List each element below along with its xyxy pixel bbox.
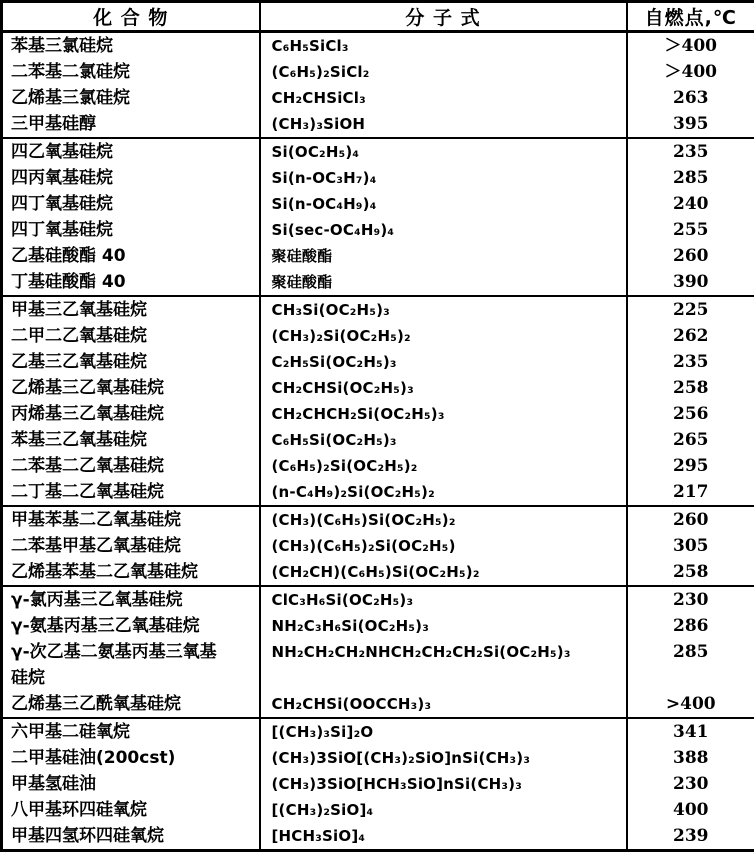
ignition-temp-cell: 260 (627, 243, 754, 269)
compound-name-cell: 甲基三乙氧基硅烷 (2, 296, 260, 323)
formula-cell: CH₂CHSi(OC₂H₅)₃ (260, 375, 627, 401)
compound-name-cell: 四丙氧基硅烷 (11, 168, 113, 188)
ignition-temp-cell: 239 (627, 823, 754, 851)
formula-cell: (CH₃)(C₆H₅)Si(OC₂H₅)₂ (260, 506, 627, 533)
formula-cell: Si(n-OC₄H₉)₄ (260, 191, 627, 217)
compound-name-cell: 丁基硅酸酯 40 (11, 272, 126, 292)
header-ignition-temp: 自燃点,℃ (627, 2, 754, 32)
formula-cell: (C₆H₅)₂Si(OC₂H₅)₂ (260, 453, 627, 479)
formula-cell: Si(sec-OC₄H₉)₄ (260, 217, 627, 243)
table-row (2, 217, 754, 243)
compound-name-cell: 三甲基硅醇 (11, 114, 96, 134)
ignition-temp-cell: 341 (627, 718, 754, 745)
compound-name-cell: γ-氯丙基三乙氧基硅烷 (2, 586, 260, 613)
table-row (2, 191, 754, 217)
formula-cell: Si(n-OC₃H₇)₄ (260, 165, 627, 191)
compound-name-cell: 甲基氢硅油 (11, 774, 96, 794)
ignition-temp-cell: ＞400 (627, 59, 754, 85)
table-row (2, 111, 754, 138)
compound-name-cell: 八甲基环四硅氧烷 (11, 800, 147, 820)
ignition-temp-cell: 390 (627, 269, 754, 296)
compound-name-cell: 乙烯基苯基二乙氧基硅烷 (11, 562, 198, 582)
formula-cell: C₆H₅SiCl₃ (260, 32, 627, 60)
ignition-temp-cell: 395 (627, 111, 754, 138)
ignition-temp-cell: 263 (627, 85, 754, 111)
table-row (2, 797, 754, 823)
header-compound: 化 合 物 (2, 2, 260, 32)
formula-cell: C₆H₅Si(OC₂H₅)₃ (260, 427, 627, 453)
table-row (2, 533, 754, 559)
formula-cell: [HCH₃SiO]₄ (260, 823, 627, 851)
ignition-temp-cell: 295 (627, 453, 754, 479)
compound-name-cell: 甲基四氢环四硅氧烷 (11, 826, 164, 846)
ignition-temp-cell: 265 (627, 427, 754, 453)
table-row (2, 85, 754, 111)
table-row (2, 401, 754, 427)
formula-cell: 聚硅酸酯 (260, 269, 627, 296)
compound-name-cell: 二苯基甲基乙氧基硅烷 (11, 536, 181, 556)
compound-name-cell: 苯基三氯硅烷 (11, 36, 113, 56)
ignition-temp-cell: 258 (627, 559, 754, 586)
formula-cell: CH₂CHSi(OOCCH₃)₃ (260, 691, 627, 718)
compound-name-cell: 苯基三乙氧基硅烷 (11, 430, 147, 450)
formula-cell: (CH₃)3SiO[HCH₃SiO]nSi(CH₃)₃ (260, 771, 627, 797)
formula-cell: (CH₃)(C₆H₅)₂Si(OC₂H₅) (260, 533, 627, 559)
ignition-temp-cell: 258 (627, 375, 754, 401)
table-row (2, 718, 754, 745)
formula-cell: ClC₃H₆Si(OC₂H₅)₃ (260, 586, 627, 613)
compound-name-cell: 二甲基硅油(200cst) (11, 748, 176, 768)
formula-cell: Si(OC₂H₅)₄ (260, 138, 627, 165)
ignition-temp-cell: 256 (627, 401, 754, 427)
compound-name-cell: γ-氨基丙基三乙氧基硅烷 (11, 616, 200, 636)
header-formula: 分 子 式 (260, 2, 627, 32)
compound-name-cell: 二苯基二氯硅烷 (11, 62, 130, 82)
table-row (2, 823, 754, 851)
formula-cell: NH₂C₃H₆Si(OC₂H₅)₃ (260, 613, 627, 639)
ignition-temp-cell: 230 (627, 586, 754, 613)
table-row (2, 32, 754, 60)
formula-cell: C₂H₅Si(OC₂H₅)₃ (260, 349, 627, 375)
table-row (2, 296, 754, 323)
table-row (2, 453, 754, 479)
table-row (2, 771, 754, 797)
compound-name-cell: 甲基苯基二乙氧基硅烷 (2, 506, 260, 533)
ignition-temp-cell: 286 (627, 613, 754, 639)
ignition-temp-cell: 235 (627, 138, 754, 165)
formula-cell: (CH₃)₂Si(OC₂H₅)₂ (260, 323, 627, 349)
header-row (2, 2, 754, 32)
table-row (2, 479, 754, 506)
formula-cell: (CH₂CH)(C₆H₅)Si(OC₂H₅)₂ (260, 559, 627, 586)
ignition-temp-cell: 285 (627, 639, 754, 691)
ignition-temp-cell: ＞400 (627, 32, 754, 60)
ignition-temp-cell: 388 (627, 745, 754, 771)
compound-name-cell: γ-次乙基二氨基丙基三氧基硅烷 (11, 642, 217, 688)
ignition-temp-cell: 255 (627, 217, 754, 243)
table-row (2, 559, 754, 586)
table-row (2, 165, 754, 191)
compound-name-cell: 乙烯基三乙氧基硅烷 (11, 378, 164, 398)
table-row (2, 59, 754, 85)
formula-cell: CH₂CHCH₂Si(OC₂H₅)₃ (260, 401, 627, 427)
table-row (2, 349, 754, 375)
table-row (2, 506, 754, 533)
table-body (2, 32, 754, 851)
table-row (2, 639, 754, 691)
ignition-temp-cell: 285 (627, 165, 754, 191)
table-row (2, 691, 754, 718)
ignition-temp-cell: 305 (627, 533, 754, 559)
compound-name-cell: 乙烯基三乙酰氧基硅烷 (11, 694, 181, 714)
ignition-temp-cell: 225 (627, 296, 754, 323)
compound-name-cell: 二丁基二乙氧基硅烷 (11, 482, 164, 502)
compound-name-cell: 乙基硅酸酯 40 (11, 246, 126, 266)
formula-cell: (n-C₄H₉)₂Si(OC₂H₅)₂ (260, 479, 627, 506)
compound-name-cell: 乙烯基三氯硅烷 (11, 88, 130, 108)
table-row (2, 138, 754, 165)
ignition-temp-cell: 400 (627, 797, 754, 823)
formula-cell: CH₃Si(OC₂H₅)₃ (260, 296, 627, 323)
table-row (2, 745, 754, 771)
ignition-temp-cell: 240 (627, 191, 754, 217)
compound-name-cell: 二苯基二乙氧基硅烷 (11, 456, 164, 476)
ignition-temp-cell: >400 (627, 691, 754, 718)
formula-cell: (C₆H₅)₂SiCl₂ (260, 59, 627, 85)
table-row (2, 323, 754, 349)
compound-name-cell: 四乙氧基硅烷 (2, 138, 260, 165)
ignition-temp-cell: 260 (627, 506, 754, 533)
formula-cell: [(CH₃)₃Si]₂O (260, 718, 627, 745)
compound-name-cell: 六甲基二硅氧烷 (2, 718, 260, 745)
formula-cell: CH₂CHSiCl₃ (260, 85, 627, 111)
compound-name-cell: 二甲二乙氧基硅烷 (11, 326, 147, 346)
table-row (2, 586, 754, 613)
compound-name-cell: 四丁氧基硅烷 (11, 194, 113, 214)
ignition-temp-cell: 217 (627, 479, 754, 506)
table-row (2, 613, 754, 639)
table-row (2, 243, 754, 269)
table-row (2, 427, 754, 453)
ignition-temp-cell: 230 (627, 771, 754, 797)
table-row (2, 269, 754, 296)
compound-name-cell: 四丁氧基硅烷 (11, 220, 113, 240)
formula-cell: [(CH₃)₂SiO]₄ (260, 797, 627, 823)
compound-name-cell: 丙烯基三乙氧基硅烷 (11, 404, 164, 424)
ignition-temp-cell: 262 (627, 323, 754, 349)
formula-cell: (CH₃)₃SiOH (260, 111, 627, 138)
ignition-temp-cell: 235 (627, 349, 754, 375)
formula-cell: (CH₃)3SiO[(CH₃)₂SiO]nSi(CH₃)₃ (260, 745, 627, 771)
table-row (2, 375, 754, 401)
formula-cell: NH₂CH₂CH₂NHCH₂CH₂CH₂Si(OC₂H₅)₃ (260, 639, 627, 691)
formula-cell: 聚硅酸酯 (260, 243, 627, 269)
compound-name-cell: 乙基三乙氧基硅烷 (11, 352, 147, 372)
